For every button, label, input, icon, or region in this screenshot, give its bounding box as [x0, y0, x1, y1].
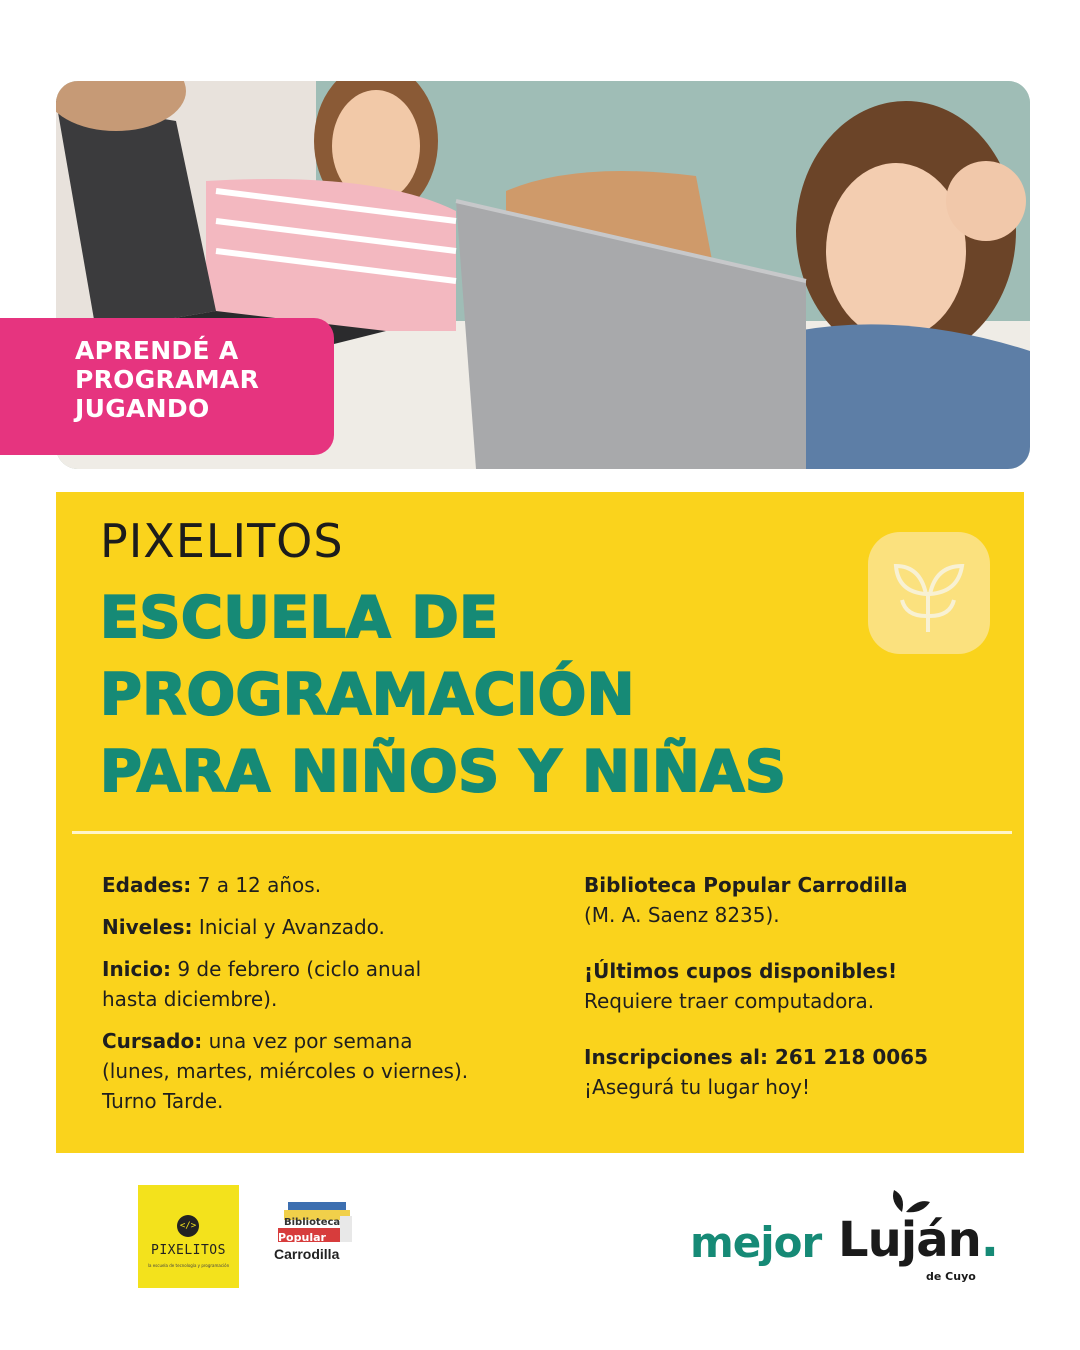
biblioteca-logo-line3: Carrodilla [274, 1246, 340, 1262]
biblioteca-logo-line1: Biblioteca [284, 1217, 341, 1228]
divider [72, 831, 1012, 834]
code-icon: </> [177, 1215, 199, 1237]
headline-line: PROGRAMACIÓN [100, 662, 635, 728]
leaf-icon [868, 532, 990, 654]
detail-line: Edades: 7 a 12 años. [102, 873, 322, 897]
spots-notice: ¡Últimos cupos disponibles! [584, 959, 898, 983]
hero-badge [0, 318, 334, 455]
mejor-lujan-logo-mejor: mejor [690, 1218, 822, 1267]
brand-name: PIXELITOS [100, 514, 344, 568]
pixelitos-logo-text: PIXELITOS [151, 1243, 226, 1258]
venue-address: (M. A. Saenz 8235). [584, 903, 780, 927]
headline [100, 580, 786, 811]
pixelitos-logo [138, 1185, 239, 1288]
biblioteca-logo-line2: Popular [278, 1231, 326, 1244]
requirement: Requiere traer computadora. [584, 989, 875, 1013]
badge-line: APRENDÉ A [75, 336, 239, 365]
mejor-lujan-logo [690, 1188, 999, 1288]
signup-phone: Inscripciones al: 261 218 0065 [584, 1045, 928, 1069]
details-left [102, 870, 542, 1116]
detail-line: (lunes, martes, miércoles o viernes). [102, 1059, 469, 1083]
detail-line: Turno Tarde. [102, 1089, 224, 1113]
detail-line: hasta diciembre). [102, 987, 278, 1011]
headline-line: PARA NIÑOS Y NIÑAS [100, 739, 787, 805]
mejor-lujan-logo-word: Luján. [838, 1212, 999, 1268]
details-right [584, 870, 1004, 1102]
badge-line: PROGRAMAR [75, 365, 260, 394]
cta-text: ¡Asegurá tu lugar hoy! [584, 1075, 811, 1099]
detail-line: Niveles: Inicial y Avanzado. [102, 915, 385, 939]
headline-line: ESCUELA DE [100, 585, 499, 651]
detail-line: Cursado: una vez por semana [102, 1029, 413, 1053]
pixelitos-logo-tagline: la escuela de tecnología y programación [147, 1263, 230, 1268]
venue-name: Biblioteca Popular Carrodilla [584, 873, 908, 897]
biblioteca-logo [270, 1198, 370, 1268]
detail-line: Inicio: 9 de febrero (ciclo anual [102, 957, 422, 981]
mejor-lujan-logo-cuyo: de Cuyo [926, 1270, 976, 1283]
info-panel [56, 492, 1024, 1153]
badge-line: JUGANDO [75, 394, 210, 423]
